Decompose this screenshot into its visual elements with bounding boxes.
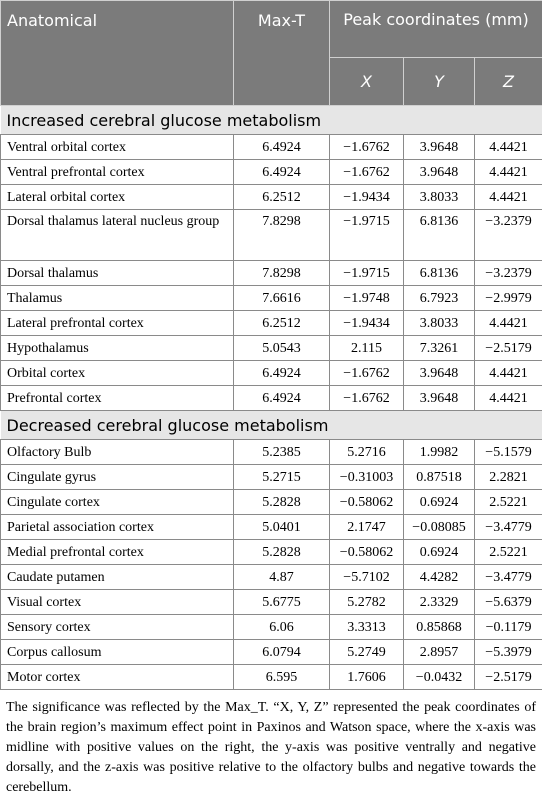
cell-z: −5.6379 <box>475 590 542 615</box>
table-row <box>1 135 542 160</box>
header-z: Z <box>475 58 542 106</box>
cell-x: −1.6762 <box>330 160 404 185</box>
cell-x: −1.9748 <box>330 286 404 311</box>
cell-y: 1.9982 <box>404 440 475 465</box>
cell-x: −0.31003 <box>330 465 404 490</box>
cell-anatomical: Orbital cortex <box>1 361 234 386</box>
cell-max-t: 6.0794 <box>234 640 330 665</box>
cell-max-t: 6.4924 <box>234 135 330 160</box>
cell-z: 4.4421 <box>475 361 542 386</box>
cell-max-t: 6.06 <box>234 615 330 640</box>
cell-max-t: 6.4924 <box>234 361 330 386</box>
cell-x: 2.115 <box>330 336 404 361</box>
cell-y: 2.8957 <box>404 640 475 665</box>
table-row <box>1 311 542 336</box>
cell-y: −0.08085 <box>404 515 475 540</box>
cell-max-t: 7.8298 <box>234 210 330 261</box>
cell-z: −3.2379 <box>475 210 542 261</box>
cell-z: 4.4421 <box>475 185 542 210</box>
cell-anatomical: Visual cortex <box>1 590 234 615</box>
header-anatomical: Anatomical <box>1 1 234 106</box>
cell-x: −1.6762 <box>330 361 404 386</box>
cell-anatomical: Hypothalamus <box>1 336 234 361</box>
table-row <box>1 640 542 665</box>
cell-anatomical: Lateral orbital cortex <box>1 185 234 210</box>
cell-z: 2.5221 <box>475 540 542 565</box>
table-row <box>1 440 542 465</box>
cell-max-t: 6.2512 <box>234 311 330 336</box>
cell-z: 4.4421 <box>475 135 542 160</box>
cell-x: −5.7102 <box>330 565 404 590</box>
cell-max-t: 5.2715 <box>234 465 330 490</box>
cell-anatomical: Olfactory Bulb <box>1 440 234 465</box>
cell-max-t: 5.2828 <box>234 490 330 515</box>
cell-x: 3.3313 <box>330 615 404 640</box>
cell-anatomical: Thalamus <box>1 286 234 311</box>
table-row <box>1 386 542 411</box>
cell-x: 5.2716 <box>330 440 404 465</box>
cell-y: 0.87518 <box>404 465 475 490</box>
cell-anatomical: Dorsal thalamus lateral nucleus group <box>1 210 234 261</box>
cell-x: 5.2782 <box>330 590 404 615</box>
cell-z: 2.5221 <box>475 490 542 515</box>
cell-x: −0.58062 <box>330 490 404 515</box>
cell-max-t: 5.2828 <box>234 540 330 565</box>
cell-anatomical: Prefrontal cortex <box>1 386 234 411</box>
cell-z: −2.5179 <box>475 336 542 361</box>
cell-y: 6.7923 <box>404 286 475 311</box>
cell-x: 2.1747 <box>330 515 404 540</box>
cell-max-t: 6.2512 <box>234 185 330 210</box>
table-row <box>1 336 542 361</box>
section-row <box>1 411 542 440</box>
cell-x: −1.9434 <box>330 311 404 336</box>
cell-z: −3.4779 <box>475 565 542 590</box>
table-row <box>1 540 542 565</box>
cell-anatomical: Caudate putamen <box>1 565 234 590</box>
header-peak-coordinates: Peak coordinates (mm) <box>330 1 542 58</box>
table-footnote: The significance was reflected by the Max_T. “X, Y, Z” represented the peak coordinates of the brain region’s maximum effect point in Paxinos and Watson space, where the x-axis was midline with positive values on the right, the y-axis was positive ventrally and negative dorsally, and the z-axis was positive relative to the olfactory bulbs and negative towards the cerebellum. <box>6 698 536 798</box>
cell-y: 3.8033 <box>404 311 475 336</box>
cell-y: 0.6924 <box>404 540 475 565</box>
cell-y: 3.9648 <box>404 386 475 411</box>
cell-x: −1.9715 <box>330 261 404 286</box>
cell-x: −1.6762 <box>330 135 404 160</box>
table-row <box>1 261 542 286</box>
cell-max-t: 5.6775 <box>234 590 330 615</box>
table-row <box>1 565 542 590</box>
cell-y: 3.9648 <box>404 135 475 160</box>
table-row <box>1 665 542 690</box>
cell-anatomical: Ventral prefrontal cortex <box>1 160 234 185</box>
table-row <box>1 185 542 210</box>
cell-anatomical: Medial prefrontal cortex <box>1 540 234 565</box>
cell-max-t: 7.8298 <box>234 261 330 286</box>
table-row <box>1 361 542 386</box>
cell-anatomical: Ventral orbital cortex <box>1 135 234 160</box>
cell-max-t: 6.595 <box>234 665 330 690</box>
cell-z: −2.5179 <box>475 665 542 690</box>
cell-z: −2.9979 <box>475 286 542 311</box>
table-row <box>1 286 542 311</box>
cell-y: 3.9648 <box>404 361 475 386</box>
header-y: Y <box>404 58 475 106</box>
cell-max-t: 5.0401 <box>234 515 330 540</box>
cell-y: 2.3329 <box>404 590 475 615</box>
cell-y: 3.8033 <box>404 185 475 210</box>
table-row <box>1 590 542 615</box>
header-x: X <box>330 58 404 106</box>
cell-max-t: 4.87 <box>234 565 330 590</box>
cell-x: −1.9434 <box>330 185 404 210</box>
cell-y: −0.0432 <box>404 665 475 690</box>
section-title: Increased cerebral glucose metabolism <box>1 106 542 135</box>
cell-y: 4.4282 <box>404 565 475 590</box>
cell-anatomical: Cingulate gyrus <box>1 465 234 490</box>
cell-anatomical: Motor cortex <box>1 665 234 690</box>
cell-y: 6.8136 <box>404 210 475 261</box>
cell-z: 4.4421 <box>475 160 542 185</box>
cell-x: 5.2749 <box>330 640 404 665</box>
cell-anatomical: Dorsal thalamus <box>1 261 234 286</box>
cell-x: −0.58062 <box>330 540 404 565</box>
cell-z: −5.3979 <box>475 640 542 665</box>
cell-max-t: 6.4924 <box>234 386 330 411</box>
cell-max-t: 5.2385 <box>234 440 330 465</box>
cell-z: −5.1579 <box>475 440 542 465</box>
cell-z: 2.2821 <box>475 465 542 490</box>
table-row <box>1 465 542 490</box>
cell-z: −3.4779 <box>475 515 542 540</box>
cell-anatomical: Corpus callosum <box>1 640 234 665</box>
cell-y: 7.3261 <box>404 336 475 361</box>
table-row <box>1 490 542 515</box>
cell-anatomical: Sensory cortex <box>1 615 234 640</box>
cell-z: 4.4421 <box>475 386 542 411</box>
cell-anatomical: Lateral prefrontal cortex <box>1 311 234 336</box>
cell-x: 1.7606 <box>330 665 404 690</box>
cell-y: 0.6924 <box>404 490 475 515</box>
cell-y: 6.8136 <box>404 261 475 286</box>
table-row <box>1 210 542 261</box>
cell-y: 3.9648 <box>404 160 475 185</box>
table-row <box>1 615 542 640</box>
cell-y: 0.85868 <box>404 615 475 640</box>
cell-z: −3.2379 <box>475 261 542 286</box>
table-header <box>1 1 542 106</box>
table-row <box>1 160 542 185</box>
cell-max-t: 6.4924 <box>234 160 330 185</box>
cell-z: 4.4421 <box>475 311 542 336</box>
table-body <box>1 106 542 690</box>
cell-max-t: 5.0543 <box>234 336 330 361</box>
cell-x: −1.9715 <box>330 210 404 261</box>
cell-max-t: 7.6616 <box>234 286 330 311</box>
header-max-t: Max-T <box>234 1 330 106</box>
cell-anatomical: Parietal association cortex <box>1 515 234 540</box>
table-row <box>1 515 542 540</box>
section-title: Decreased cerebral glucose metabolism <box>1 411 542 440</box>
cell-x: −1.6762 <box>330 386 404 411</box>
cell-anatomical: Cingulate cortex <box>1 490 234 515</box>
cell-z: −0.1179 <box>475 615 542 640</box>
section-row <box>1 106 542 135</box>
